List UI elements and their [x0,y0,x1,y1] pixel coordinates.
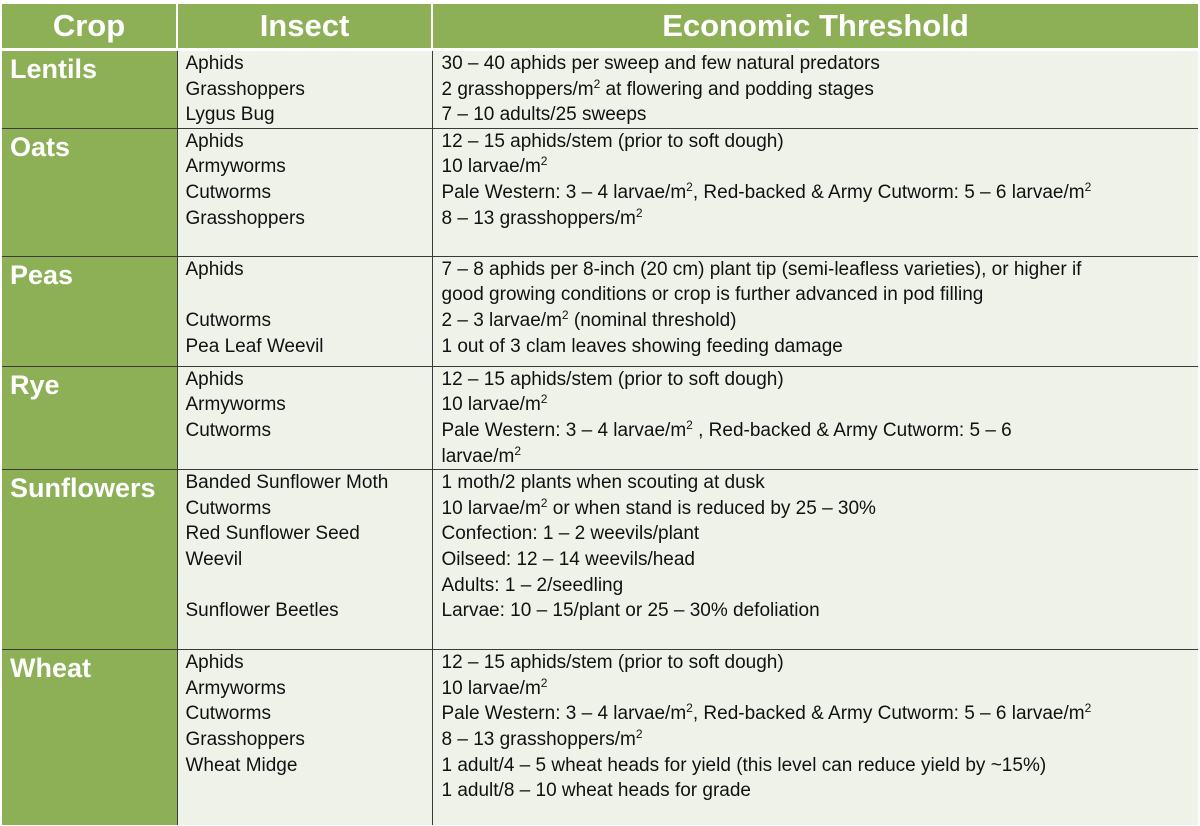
superscript: 2 [635,726,643,741]
threshold-line: 30 – 40 aphids per sweep and few natural predators [441,53,880,74]
crop-cell: Lentils [2,50,177,129]
insect-line: Aphids [185,53,244,74]
insect-line: Grasshoppers [185,728,305,750]
threshold-line: 1 moth/2 plants when scouting at dusk [441,472,765,494]
threshold-line: 10 larvae/$m^2$ [441,154,548,178]
insect-line: Aphids [185,368,244,390]
insect-cell [177,366,432,469]
header-crop: Crop [2,4,177,50]
superscript: 2 [593,76,601,91]
economic-threshold-table [2,4,1198,825]
threshold-line: 1 adult/8 – 10 wheat heads for grade [441,780,752,802]
threshold-line: 8 – 13 grasshoppers/$m^2$ [441,205,643,229]
superscript: 2 [540,495,548,510]
threshold-cell [432,50,1198,129]
table-body [2,50,1198,825]
threshold-line: Adults: 1 – 2/seedling [441,574,624,596]
superscript: 2 [1084,179,1092,194]
insect-line: Weevil [185,548,243,570]
header-economic-threshold: Economic Threshold [432,4,1198,50]
threshold-line: 1 out of 3 clam leaves showing feeding damage [441,335,843,357]
threshold-line: 10 larvae/$m^2$ or when stand is reduced by 25 – 30% [441,495,876,519]
superscript: 2 [514,443,522,458]
superscript: 2 [1084,701,1092,716]
superscript: 2 [686,179,693,194]
superscript: 2 [686,417,693,432]
superscript: 2 [540,392,548,407]
crop-cell: Sunflowers [2,470,177,650]
insect-line: Lygus Bug [185,104,275,126]
crop-cell: Peas [2,256,177,366]
table-row [2,50,1198,129]
threshold-line: 2 – 3 larvae/$m^2$ (nominal threshold) [441,307,737,331]
insect-line: Red Sunflower Seed [185,523,360,545]
crop-cell: Rye [2,366,177,469]
insect-line: Cutworms [185,419,272,441]
superscript: 2 [540,675,548,690]
threshold-cell [432,366,1198,469]
insect-line: Cutworms [185,703,272,725]
threshold-cell [432,256,1198,366]
threshold-line: 7 – 10 adults/25 sweeps [441,104,647,126]
insect-line: Armyworms [185,677,286,699]
threshold-line: larvae/$m^2$ [441,443,522,467]
insect-line: Grasshoppers [185,78,305,100]
insect-cell [177,50,432,129]
superscript: 2 [561,307,569,322]
superscript: 2 [686,701,693,716]
table-row [2,256,1198,366]
insect-cell [177,256,432,366]
threshold-line: Oilseed: 12 – 14 weevils/head [441,548,695,570]
insect-cell [177,128,432,256]
crop-cell: Wheat [2,650,177,825]
header-row [2,4,1198,50]
header-insect: Insect [177,4,432,50]
threshold-line: 7 – 8 aphids per 8-inch (20 cm) plant tip (semi-leafless varieties), or higher if [441,258,1082,280]
threshold-line: 10 larvae/$m^2$ [441,392,548,416]
insect-line: Aphids [185,258,244,280]
insect-line: Grasshoppers [185,207,305,229]
threshold-line: Larvae: 10 – 15/plant or 25 – 30% defoliation [441,600,820,622]
table-row [2,650,1198,825]
insect-cell [177,470,432,650]
insect-line: Armyworms [185,156,286,178]
threshold-line: 12 – 15 aphids/stem (prior to soft dough) [441,130,784,152]
threshold-line: 10 larvae/$m^2$ [441,675,548,699]
threshold-line: 2 grasshoppers/$m^2$ at flowering and podding stages [441,76,874,100]
threshold-line: 1 adult/4 – 5 wheat heads for yield (this level can reduce yield by ~15%) [441,754,1047,776]
threshold-line: Pale Western: 3 – 4 larvae/$m^2$, Red-backed & Army Cutworm: 5 – 6 larvae/$m^2$ [441,701,1092,725]
insect-line: Cutworms [185,497,272,519]
insect-line: Banded Sunflower Moth [185,472,389,494]
insect-line: Aphids [185,652,244,674]
superscript: 2 [635,205,643,220]
threshold-cell [432,650,1198,825]
table-row [2,366,1198,469]
insect-line: Armyworms [185,394,286,416]
insect-line: Wheat Midge [185,754,298,776]
insect-line [186,573,426,599]
insect-line [186,282,426,308]
table-row [2,128,1198,256]
crop-cell: Oats [2,128,177,256]
threshold-line: Pale Western: 3 – 4 larvae/$m^2$ , Red-backed & Army Cutworm: 5 – 6 [441,417,1012,441]
threshold-line: Confection: 1 – 2 weevils/plant [441,523,700,545]
insect-cell [177,650,432,825]
threshold-line: 12 – 15 aphids/stem (prior to soft dough) [441,368,784,390]
superscript: 2 [540,154,548,169]
threshold-cell [432,128,1198,256]
insect-line: Cutworms [185,181,272,203]
insect-line: Aphids [185,130,244,152]
insect-line: Cutworms [185,309,272,331]
threshold-line: good growing conditions or crop is further advanced in pod filling [441,284,984,306]
threshold-line: Pale Western: 3 – 4 larvae/$m^2$, Red-backed & Army Cutworm: 5 – 6 larvae/$m^2$ [441,179,1092,203]
threshold-line: 12 – 15 aphids/stem (prior to soft dough) [441,652,784,674]
insect-line: Sunflower Beetles [185,600,339,622]
table-row [2,470,1198,650]
threshold-line: 8 – 13 grasshoppers/$m^2$ [441,726,643,750]
insect-line: Pea Leaf Weevil [185,335,324,357]
threshold-cell [432,470,1198,650]
